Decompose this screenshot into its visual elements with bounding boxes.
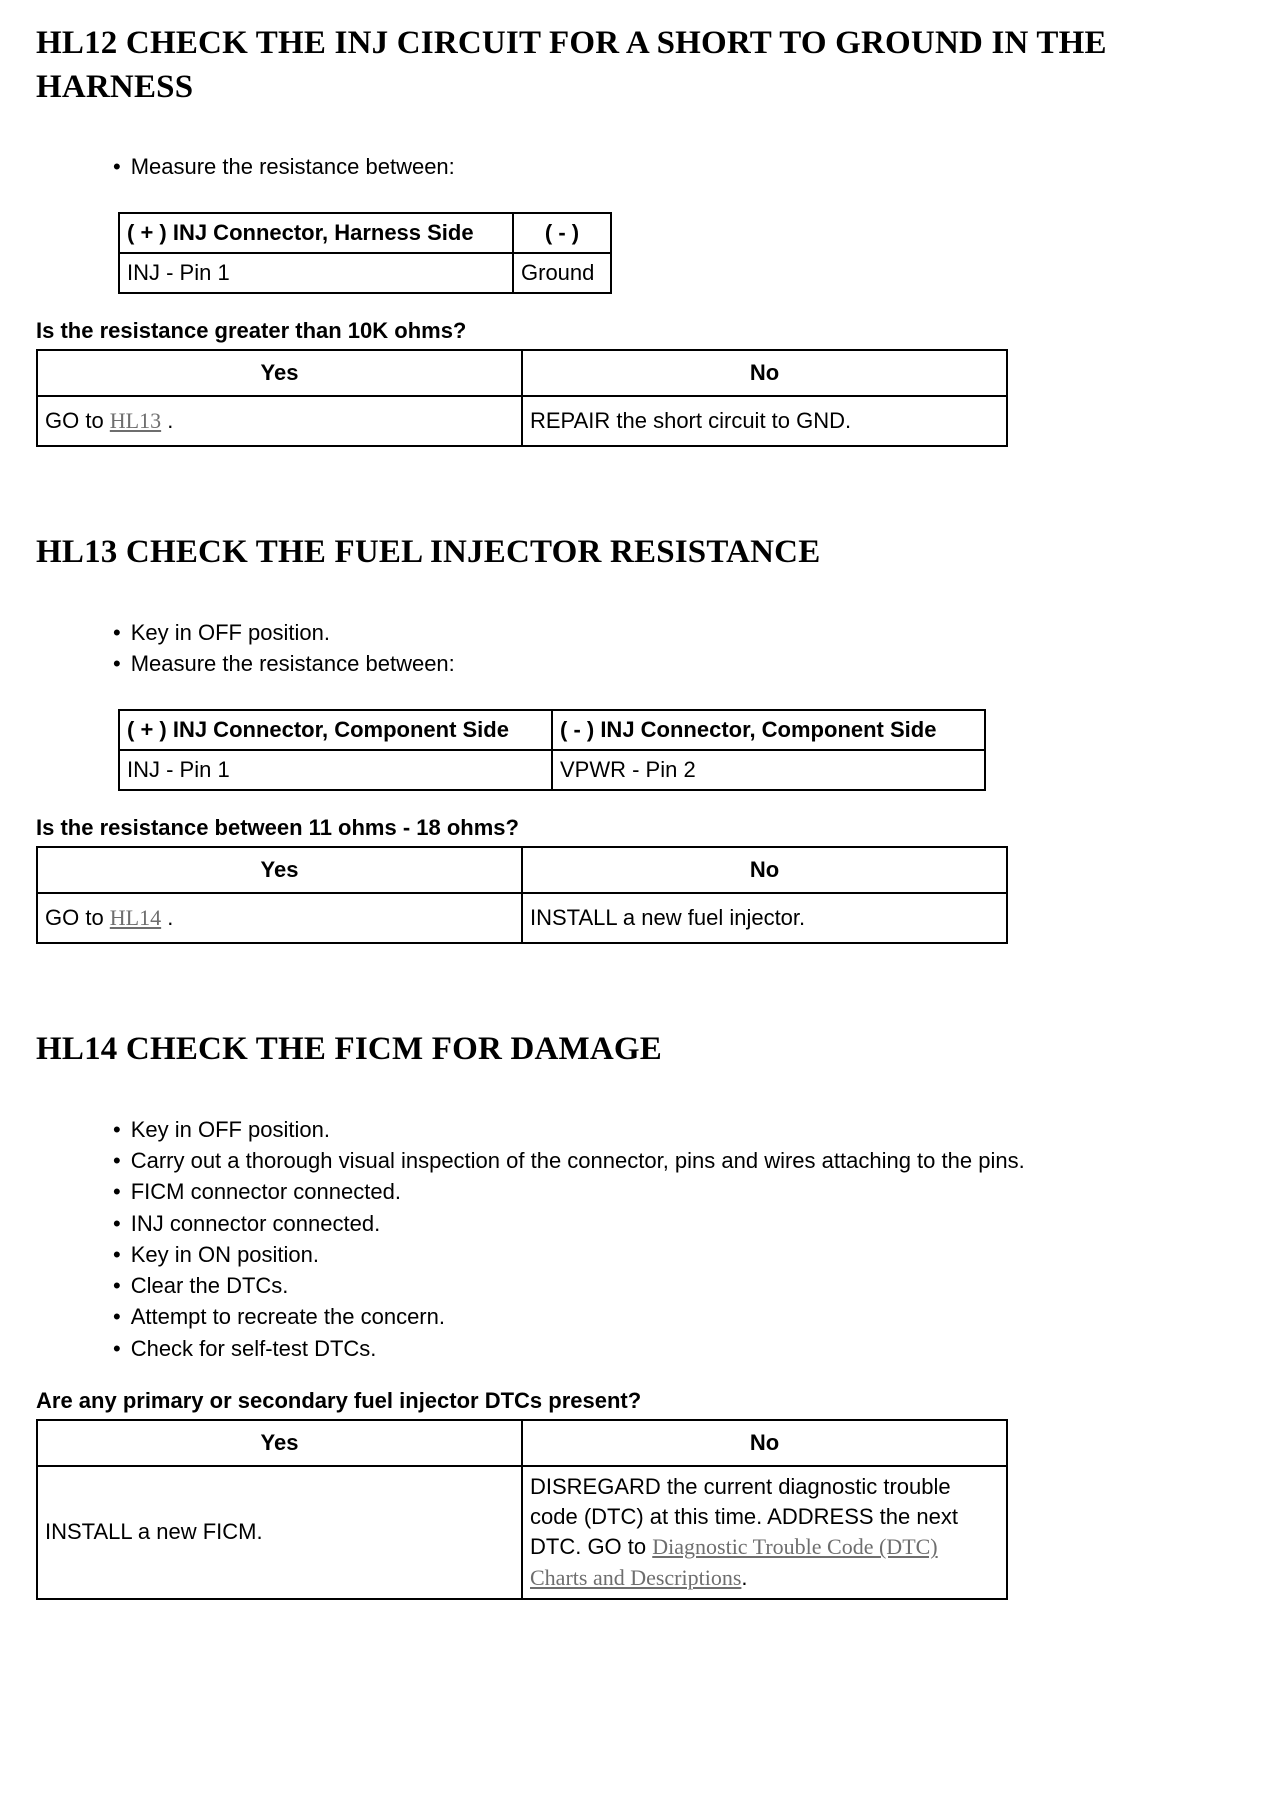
yes-text-suffix: . [161, 408, 174, 434]
bullet-item: • Measure the resistance between: [113, 648, 1058, 679]
table-header-row [119, 213, 611, 253]
hl13-measurement-table [118, 709, 986, 791]
yes-header-cell: Yes [37, 1420, 522, 1466]
table-header-row [37, 1420, 1007, 1466]
table-header-cell: ( - ) [513, 213, 611, 253]
yes-header-cell: Yes [37, 350, 522, 396]
hl12-step-list [36, 151, 1226, 182]
table-row [37, 1466, 1007, 1599]
no-cell: REPAIR the short circuit to GND. [522, 396, 1007, 446]
section-hl13 [36, 531, 1226, 944]
no-header-cell: No [522, 1420, 1007, 1466]
hl12-decision-table [36, 349, 1008, 447]
bullet-item: • Key in OFF position. [113, 617, 1058, 648]
hl14-question: Are any primary or secondary fuel injector DTCs present? [36, 1387, 642, 1413]
hl14-step-list [36, 1114, 1226, 1364]
bullet-item: • Carry out a thorough visual inspection of the connector, pins and wires attaching to the pins. [113, 1145, 1058, 1176]
bullet-item: • Clear the DTCs. [113, 1270, 1058, 1301]
table-cell: INJ - Pin 1 [119, 253, 513, 293]
bullet-item: • Key in OFF position. [113, 1114, 1058, 1145]
yes-text-prefix: GO to [45, 905, 110, 931]
hl14-link[interactable]: HL14 [109, 905, 162, 931]
yes-text-suffix: . [161, 905, 174, 931]
bullet-item: • Check for self-test DTCs. [113, 1333, 1058, 1364]
hl14-decision-table [36, 1419, 1008, 1600]
table-row [37, 396, 1007, 446]
no-text-prefix: DISREGARD the current diagnostic trouble code (DTC) at this time. ADDRESS the next DTC. GO to [530, 1473, 958, 1560]
no-text-suffix: . [741, 1564, 748, 1590]
hl12-measurement-table [118, 212, 612, 294]
hl13-question: Is the resistance between 11 ohms - 18 ohms? [36, 815, 519, 841]
table-row [119, 253, 611, 293]
table-cell: INJ - Pin 1 [119, 750, 552, 790]
table-cell: Ground [513, 253, 611, 293]
table-row [119, 750, 985, 790]
yes-cell: INSTALL a new FICM. [37, 1466, 522, 1599]
table-header-row [37, 350, 1007, 396]
section-hl14 [36, 1028, 1226, 1600]
table-header-row [37, 847, 1007, 893]
hl12-question: Is the resistance greater than 10K ohms? [36, 318, 467, 344]
table-header-row [119, 710, 985, 750]
yes-cell [37, 893, 522, 943]
bullet-item: • Key in ON position. [113, 1239, 1058, 1270]
section-hl12-title: HL12 CHECK THE INJ CIRCUIT FOR A SHORT TO GROUND IN THE HARNESS [36, 25, 1107, 105]
hl13-decision-table [36, 846, 1008, 944]
bullet-item: • FICM connector connected. [113, 1176, 1058, 1207]
yes-text-prefix: GO to [45, 408, 110, 434]
dtc-charts-link[interactable]: Diagnostic Trouble Code (DTC) Charts and Descriptions [530, 1534, 938, 1590]
table-header-cell: ( + ) INJ Connector, Component Side [119, 710, 552, 750]
table-row [37, 893, 1007, 943]
no-header-cell: No [522, 350, 1007, 396]
section-hl14-title: HL14 CHECK THE FICM FOR DAMAGE [36, 1031, 662, 1068]
hl13-link[interactable]: HL13 [109, 408, 162, 434]
table-cell: VPWR - Pin 2 [552, 750, 985, 790]
no-header-cell: No [522, 847, 1007, 893]
table-header-cell: ( - ) INJ Connector, Component Side [552, 710, 985, 750]
no-cell: INSTALL a new fuel injector. [522, 893, 1007, 943]
no-cell [522, 1466, 1007, 1599]
section-hl13-title: HL13 CHECK THE FUEL INJECTOR RESISTANCE [36, 534, 821, 571]
table-header-cell: ( + ) INJ Connector, Harness Side [119, 213, 513, 253]
section-hl12 [36, 22, 1226, 447]
bullet-item: • Attempt to recreate the concern. [113, 1301, 1058, 1332]
hl13-step-list [36, 617, 1226, 679]
bullet-item: • Measure the resistance between: [113, 151, 1058, 182]
yes-cell [37, 396, 522, 446]
yes-header-cell: Yes [37, 847, 522, 893]
bullet-item: • INJ connector connected. [113, 1208, 1058, 1239]
